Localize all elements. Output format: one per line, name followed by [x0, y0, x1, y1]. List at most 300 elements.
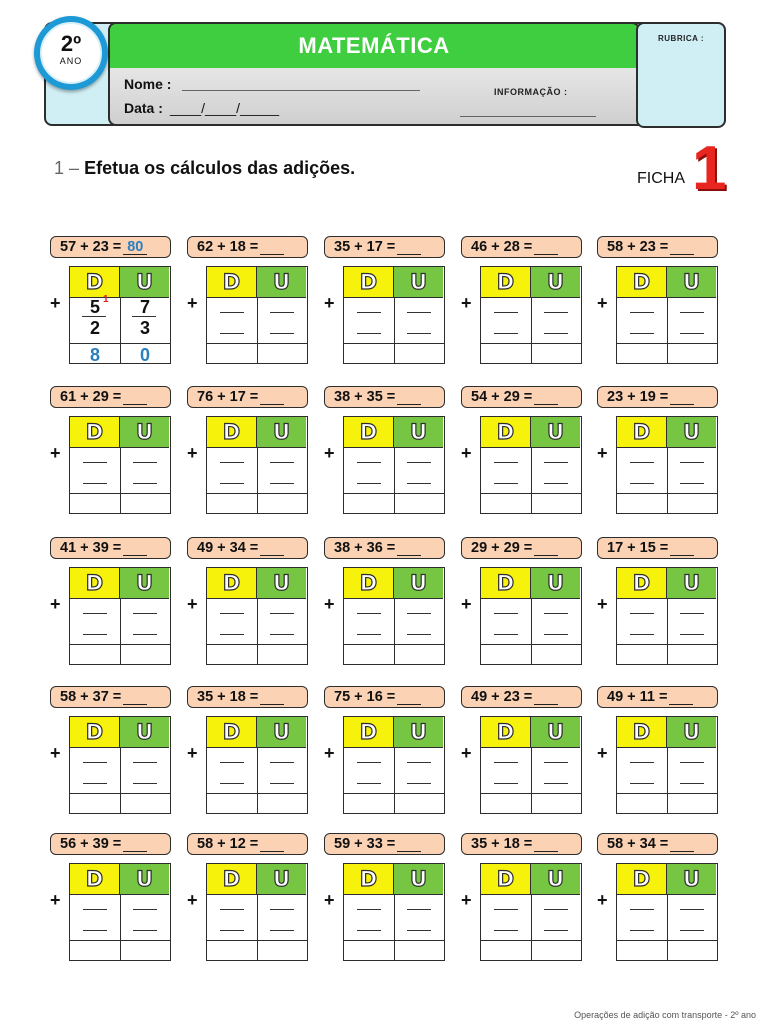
answer-blank[interactable] [397, 690, 421, 705]
exercise [324, 537, 449, 667]
exercise [324, 236, 449, 366]
tens-header-label: D [632, 867, 651, 891]
tens-header-label: D [496, 270, 515, 294]
digit-slot[interactable] [680, 930, 704, 931]
place-value-table [343, 416, 445, 514]
sum-line [481, 343, 581, 344]
digit-slot[interactable] [357, 634, 381, 635]
tens-header [481, 717, 531, 748]
digit-slot[interactable] [133, 930, 157, 931]
digit-slot[interactable] [270, 762, 294, 763]
exercise [324, 386, 449, 516]
digit-slot[interactable] [630, 333, 654, 334]
digit-slot[interactable] [407, 312, 431, 313]
digit-slot[interactable] [544, 483, 568, 484]
digit-slot[interactable] [357, 333, 381, 334]
digit-slot[interactable] [680, 483, 704, 484]
equation-text: 57 + 23 = [60, 239, 122, 255]
column-divider [394, 298, 395, 363]
units-header [394, 267, 443, 298]
column-divider [257, 895, 258, 960]
tens-header [207, 864, 257, 895]
column-divider [120, 748, 121, 813]
digit-slot[interactable] [544, 333, 568, 334]
digit-slot[interactable] [630, 312, 654, 313]
answer-blank[interactable] [123, 690, 147, 705]
units-header-label: U [409, 571, 428, 595]
column-divider [667, 748, 668, 813]
digit-slot[interactable] [83, 783, 107, 784]
digit-slot[interactable] [630, 634, 654, 635]
units-header [667, 717, 716, 748]
digit-slot[interactable] [270, 634, 294, 635]
digit-slot[interactable] [494, 462, 518, 463]
column-divider [531, 599, 532, 664]
answer-blank[interactable] [670, 390, 694, 405]
plus-sign: + [461, 443, 472, 463]
units-header [667, 267, 716, 298]
digit-slot[interactable] [220, 483, 244, 484]
exercise [597, 686, 722, 816]
equation-text: 49 + 34 = [197, 540, 259, 556]
digit-slot[interactable] [220, 909, 244, 910]
student-info-area [108, 68, 640, 126]
equation-pill [461, 686, 582, 708]
equation-pill [50, 833, 171, 855]
column-divider [257, 748, 258, 813]
column-divider [667, 895, 668, 960]
exercise [461, 833, 586, 963]
answer-blank[interactable] [534, 837, 558, 852]
column-divider [531, 298, 532, 363]
worksheet-label: FICHA [637, 170, 685, 187]
column-divider [257, 448, 258, 513]
exercise [324, 833, 449, 963]
digit-slot[interactable] [83, 930, 107, 931]
sum-line [344, 343, 444, 344]
sum-line [617, 793, 717, 794]
digit-slot[interactable] [494, 483, 518, 484]
answer-blank[interactable] [670, 837, 694, 852]
equation-pill [324, 537, 445, 559]
digit-slot[interactable] [630, 783, 654, 784]
digit-slot[interactable] [83, 483, 107, 484]
digit-slot[interactable] [83, 613, 107, 614]
exercise [50, 236, 175, 366]
digit-slot[interactable] [407, 462, 431, 463]
equation-text: 35 + 18 = [197, 689, 259, 705]
sum-line [481, 940, 581, 941]
worksheet-number: 1 [692, 134, 727, 203]
units-header [667, 568, 716, 599]
digit-slot[interactable] [630, 613, 654, 614]
units-header-label: U [272, 571, 291, 595]
equation-pill [324, 833, 445, 855]
tens-result-digit: 8 [89, 345, 100, 365]
units-header [257, 267, 306, 298]
answer-blank[interactable] [670, 240, 694, 255]
place-value-table [69, 266, 171, 364]
equation-text: 58 + 12 = [197, 836, 259, 852]
tens-header [207, 568, 257, 599]
instruction [54, 158, 355, 179]
tens-header-label: D [632, 270, 651, 294]
answer-blank[interactable] [534, 240, 558, 255]
digit-slot[interactable] [680, 634, 704, 635]
answer-blank[interactable] [260, 837, 284, 852]
answer-blank[interactable] [123, 837, 147, 852]
sum-line [207, 493, 307, 494]
units-header-label: U [682, 720, 701, 744]
digit-slot[interactable] [220, 312, 244, 313]
plus-sign: + [597, 743, 608, 763]
tens-header-label: D [359, 420, 378, 444]
equation-text: 46 + 28 = [471, 239, 533, 255]
digit-slot[interactable] [494, 930, 518, 931]
digit-slot[interactable] [220, 762, 244, 763]
tens-header [617, 417, 667, 448]
exercise [597, 236, 722, 366]
exercise [597, 537, 722, 667]
digit-slot[interactable] [357, 762, 381, 763]
equation-text: 58 + 34 = [607, 836, 669, 852]
equation-pill [597, 686, 718, 708]
digit-slot[interactable] [270, 333, 294, 334]
exercise [324, 686, 449, 816]
digit-slot[interactable] [357, 909, 381, 910]
units-header-label: U [135, 867, 154, 891]
digit-slot[interactable] [680, 312, 704, 313]
units-header [394, 864, 443, 895]
tens-header [344, 267, 394, 298]
digit-slot[interactable] [680, 762, 704, 763]
tens-header [70, 717, 120, 748]
digit-slot[interactable] [357, 483, 381, 484]
units-header-label: U [682, 270, 701, 294]
digit-slot[interactable] [630, 483, 654, 484]
digit-slot[interactable] [630, 930, 654, 931]
tens-header [70, 864, 120, 895]
instruction-text: Efetua os cálculos das adições. [84, 158, 356, 178]
sum-line [344, 940, 444, 941]
digit-slot[interactable] [270, 783, 294, 784]
sum-line [70, 940, 170, 941]
digit-slot[interactable] [270, 613, 294, 614]
equation-pill [187, 236, 308, 258]
equation-pill [324, 686, 445, 708]
equation-pill [187, 386, 308, 408]
column-divider [394, 599, 395, 664]
instruction-dash: – [69, 158, 80, 178]
equation-text: 35 + 18 = [471, 836, 533, 852]
exercise [50, 686, 175, 816]
column-divider [667, 298, 668, 363]
digit-slot[interactable] [133, 634, 157, 635]
tens-header [70, 568, 120, 599]
digit-slot[interactable] [220, 462, 244, 463]
column-divider [120, 895, 121, 960]
plus-sign: + [50, 594, 61, 614]
place-value-table [206, 416, 308, 514]
digit-slot[interactable] [270, 930, 294, 931]
digit-slot[interactable] [133, 909, 157, 910]
exercise [50, 833, 175, 963]
exercise [597, 833, 722, 963]
units-header-label: U [272, 867, 291, 891]
answer-blank[interactable] [670, 541, 694, 556]
digit-slot[interactable] [494, 333, 518, 334]
units-header-label: U [546, 270, 565, 294]
digit-slot[interactable] [357, 462, 381, 463]
answer-blank[interactable] [123, 390, 147, 405]
units-header-label: U [409, 720, 428, 744]
column-divider [531, 895, 532, 960]
digit-slot[interactable] [680, 613, 704, 614]
tens-header-label: D [496, 720, 515, 744]
answer-blank[interactable] [397, 390, 421, 405]
equation-pill [461, 833, 582, 855]
tens-header-label: D [222, 867, 241, 891]
plus-sign: + [461, 890, 472, 910]
tens-header-label: D [496, 867, 515, 891]
info-field[interactable] [460, 116, 596, 117]
column-divider [257, 599, 258, 664]
tens-header [207, 267, 257, 298]
place-value-table [616, 567, 718, 665]
digit-slot[interactable] [630, 762, 654, 763]
rubric-box[interactable] [636, 22, 726, 128]
place-value-table [206, 863, 308, 961]
units-header-label: U [409, 867, 428, 891]
units-bottom-digit: 3 [139, 318, 150, 338]
digit-slot[interactable] [680, 783, 704, 784]
column-divider [120, 448, 121, 513]
units-header [667, 417, 716, 448]
digit-slot[interactable] [544, 783, 568, 784]
column-divider [531, 748, 532, 813]
answer-blank[interactable] [534, 541, 558, 556]
answer-blank[interactable] [260, 541, 284, 556]
column-divider [394, 895, 395, 960]
digit-slot[interactable] [133, 762, 157, 763]
units-header-label: U [135, 420, 154, 444]
digit-slot[interactable] [83, 909, 107, 910]
answer-blank[interactable] [397, 541, 421, 556]
place-value-table [616, 863, 718, 961]
digit-slot[interactable] [407, 333, 431, 334]
digit-slot[interactable] [83, 762, 107, 763]
digit-slot[interactable] [494, 783, 518, 784]
place-value-table [206, 266, 308, 364]
tens-header-label: D [632, 571, 651, 595]
sum-line [344, 793, 444, 794]
answer-blank[interactable] [534, 390, 558, 405]
equation-pill [461, 386, 582, 408]
answer-blank[interactable] [397, 837, 421, 852]
digit-slot[interactable] [544, 613, 568, 614]
digit-slot[interactable] [544, 909, 568, 910]
units-header [667, 864, 716, 895]
digit-underline [82, 316, 106, 317]
digit-slot[interactable] [680, 333, 704, 334]
equation-pill [50, 686, 171, 708]
equation-pill [324, 386, 445, 408]
units-header-label: U [135, 270, 154, 294]
units-header [120, 864, 169, 895]
answer-blank[interactable] [123, 541, 147, 556]
digit-slot[interactable] [407, 613, 431, 614]
plus-sign: + [597, 594, 608, 614]
place-value-table [343, 567, 445, 665]
digit-slot[interactable] [494, 762, 518, 763]
digit-slot[interactable] [357, 613, 381, 614]
units-header [120, 568, 169, 599]
digit-slot[interactable] [494, 909, 518, 910]
digit-slot[interactable] [407, 483, 431, 484]
digit-slot[interactable] [544, 462, 568, 463]
digit-slot[interactable] [357, 783, 381, 784]
digit-slot[interactable] [544, 634, 568, 635]
sum-line [70, 493, 170, 494]
rubric-label: RUBRICA : [658, 34, 704, 43]
exercise [597, 386, 722, 516]
equation-pill [187, 833, 308, 855]
digit-slot[interactable] [680, 909, 704, 910]
answer-blank[interactable]: 80 [123, 240, 147, 255]
sum-line [617, 343, 717, 344]
digit-slot[interactable] [220, 783, 244, 784]
answer-blank[interactable] [534, 690, 558, 705]
digit-slot[interactable] [494, 312, 518, 313]
tens-header [70, 267, 120, 298]
tens-header [344, 717, 394, 748]
units-header [394, 568, 443, 599]
place-value-table [616, 416, 718, 514]
tens-header-label: D [359, 571, 378, 595]
date-field[interactable]: ____/____/_____ [170, 100, 279, 116]
exercise [187, 833, 312, 963]
plus-sign: + [597, 890, 608, 910]
digit-slot[interactable] [133, 613, 157, 614]
place-value-table [69, 416, 171, 514]
digit-slot[interactable] [494, 613, 518, 614]
tens-header-label: D [222, 571, 241, 595]
plus-sign: + [324, 890, 335, 910]
digit-slot[interactable] [630, 462, 654, 463]
digit-slot[interactable] [680, 462, 704, 463]
answer-blank[interactable] [669, 690, 693, 705]
units-header-label: U [409, 270, 428, 294]
equation-text: 49 + 23 = [471, 689, 533, 705]
place-value-table [480, 863, 582, 961]
digit-slot[interactable] [83, 634, 107, 635]
exercise [461, 236, 586, 366]
digit-slot[interactable] [133, 462, 157, 463]
name-field[interactable] [182, 90, 420, 91]
answer-blank[interactable] [260, 390, 284, 405]
date-label: Data : [124, 100, 163, 116]
digit-slot[interactable] [357, 312, 381, 313]
digit-slot[interactable] [220, 930, 244, 931]
digit-slot[interactable] [630, 909, 654, 910]
digit-slot[interactable] [544, 762, 568, 763]
exercise [461, 537, 586, 667]
units-header [257, 568, 306, 599]
plus-sign: + [187, 743, 198, 763]
digit-slot[interactable] [407, 930, 431, 931]
plus-sign: + [187, 594, 198, 614]
units-result-digit: 0 [139, 345, 150, 365]
answer-blank[interactable] [260, 690, 284, 705]
units-header-label: U [272, 270, 291, 294]
plus-sign: + [50, 890, 61, 910]
digit-slot[interactable] [270, 462, 294, 463]
digit-slot[interactable] [407, 783, 431, 784]
digit-slot[interactable] [407, 762, 431, 763]
digit-slot[interactable] [220, 613, 244, 614]
plus-sign: + [461, 594, 472, 614]
units-header [120, 267, 169, 298]
page-title: MATEMÁTICA [108, 22, 640, 70]
digit-slot[interactable] [220, 634, 244, 635]
digit-slot[interactable] [270, 312, 294, 313]
tens-header-label: D [632, 420, 651, 444]
place-value-table [69, 863, 171, 961]
exercise [461, 386, 586, 516]
units-header-label: U [682, 867, 701, 891]
digit-slot[interactable] [270, 909, 294, 910]
digit-slot[interactable] [133, 783, 157, 784]
tens-header [207, 417, 257, 448]
equation-text: 62 + 18 = [197, 239, 259, 255]
sum-line [70, 793, 170, 794]
digit-slot[interactable] [544, 312, 568, 313]
units-header-label: U [546, 867, 565, 891]
sum-line [481, 493, 581, 494]
digit-slot[interactable] [270, 483, 294, 484]
plus-sign: + [324, 293, 335, 313]
equation-text: 38 + 36 = [334, 540, 396, 556]
units-header-label: U [135, 720, 154, 744]
units-header-label: U [135, 571, 154, 595]
digit-slot[interactable] [133, 483, 157, 484]
digit-slot[interactable] [357, 930, 381, 931]
units-header [120, 417, 169, 448]
tens-header-label: D [85, 867, 104, 891]
digit-slot[interactable] [83, 462, 107, 463]
equation-text: 59 + 33 = [334, 836, 396, 852]
tens-header-label: D [496, 571, 515, 595]
tens-header-label: D [222, 270, 241, 294]
digit-slot[interactable] [494, 634, 518, 635]
tens-header-label: D [85, 420, 104, 444]
sum-line [207, 343, 307, 344]
sum-line [344, 493, 444, 494]
digit-slot[interactable] [407, 909, 431, 910]
equation-text: 75 + 16 = [334, 689, 396, 705]
units-header [120, 717, 169, 748]
digit-slot[interactable] [220, 333, 244, 334]
digit-slot[interactable] [544, 930, 568, 931]
answer-blank[interactable] [260, 240, 284, 255]
answer-blank[interactable] [397, 240, 421, 255]
tens-header-label: D [85, 571, 104, 595]
tens-header [481, 864, 531, 895]
digit-slot[interactable] [407, 634, 431, 635]
equation-pill [187, 686, 308, 708]
units-header-label: U [546, 571, 565, 595]
tens-header-label: D [222, 720, 241, 744]
